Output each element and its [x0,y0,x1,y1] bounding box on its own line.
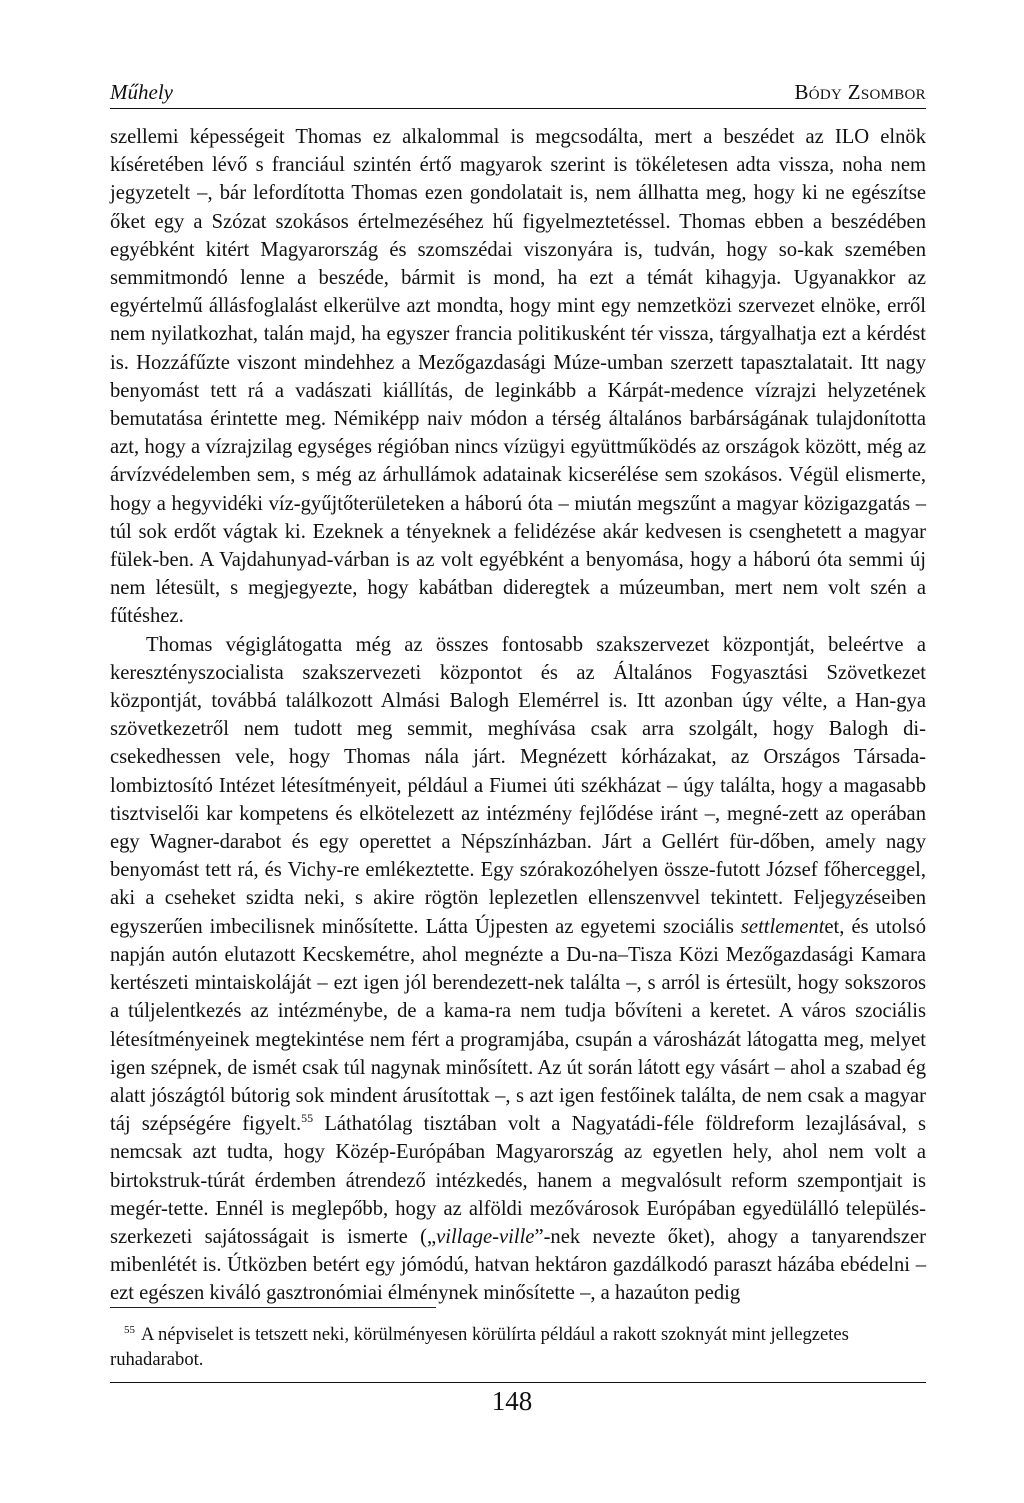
footnote [110,1322,926,1372]
page-number: 148 [491,1386,533,1416]
body-text [110,123,926,1308]
bottom-divider [110,1382,926,1383]
author-name: Bódy Zsombor [794,80,926,104]
italic-term-village-ville: village-ville [436,1225,535,1248]
running-head [110,80,926,109]
paragraph-2 [110,631,926,1308]
paragraph-2-text-c: Láthatólag tisztában volt a Nagyatádi-féle földreform lezajlásával, s nemcsak azt tudta, hogy Közép-Európában Magyarország az egyetlen hely, ahol nem volt a birtokstruk-túrát érdemben átrendező intézkedés, hanem a megvalósult reform szempontjait is megér-tette. Ennél is meglepőbb, hogy az alföldi mezővárosok Európában egyedülálló település-szerkezeti sajátosságait is ismerte („ [110,1113,927,1248]
footnote-divider [110,1307,436,1308]
page-content [110,80,926,1308]
paragraph-2-text-b: et, és utolsó napján autón elutazott Kecskemétre, ahol megnézte a Du-na–Tisza Közi Mezőgazdasági Kamara kertészeti mintaiskoláját – ezt igen jól berendezett-nek találta –, s arról is értesült, hogy sokszoros a túljelentkezés az intézménybe, de a kama-ra nem tudja bővíteni a keretet. A város szociális létesítményeinek megtekintése nem fért a programjába, csupán a városházát látogatta meg, melyet igen szépnek, de ismét csak túl nagynak minősített. Az út során látott egy vásárt – ahol a szabad ég alatt jószágtól bútorig sok mindent árusítottak –, s azt igen festőinek találta, de nem csak a magyar táj szépségére figyelt. [110,915,926,1136]
paragraph-2-text-d: ”-nek nevezte őket), ahogy a tanyarendszer mibenlétét is. Útközben betért egy jómódú, hatvan hektáron gazdálkodó paraszt házába ebédelni – ezt egészen kiváló gasztronómiai élménynek minősítette –, a hazaúton pedig [110,1225,926,1305]
footnote-number: 55 [124,1323,135,1336]
paragraph-1-text: szellemi képességeit Thomas ez alkalommal is megcsodálta, mert a beszédet az ILO elnök kíséretében lévő s franciául szintén értő magyarok szerint is tökéletesen adta vissza, noha nem jegyzetelt –, bár lefordította Thomas ezen gondolatait is, nem állhatta meg, hogy ki ne egészítse őket egy a Szózat szokásos értelmezéséhez hű figyelmeztetéssel. Thomas ebben a beszédében egyébként kitért Magyarország és szomszédai viszonyára is, tudván, hogy so-kak szemében semmitmondó lenne a beszéde, bármit is mond, ha ezt a témát kihagyja. Ugyanakkor az egyértelmű állásfoglalást elkerülve azt mondta, hogy mint egy nemzetközi szervezet elnöke, erről nem nyilatkozhat, talán majd, ha egyszer francia politikusként tér vissza, tárgyalhatja ezt a kérdést is. Hozzáfűzte viszont mindehhez a Mezőgazdasági Múze-umban szerzett tapasztalatait. Itt nagy benyomást tett rá a vadászati kiállítás, de leginkább a Kárpát-medence vízrajzi helyzetének bemutatása érintette meg. Némiképp naiv módon a térség általános barbárságának tulajdonította azt, hogy a vízrajzilag egységes régióban nincs vízügyi együttműködés az országok között, még az árvízvédelemben sem, s még az árhullámok adatainak kicserélése sem szokásos. Végül elismerte, hogy a hegyvidéki víz-gyűjtőterületeken a háború óta – miután megszűnt a magyar közigazgatás – túl sok erdőt vágtak ki. Ezeknek a tényeknek a felidézése akár kedvesen is csenghetett a magyar fülek-ben. A Vajdahunyad-várban is az volt egyébként a benyomása, hogy a háború óta semmi új nem létesült, s megjegyezte, hogy kabátban dideregtek a múzeumban, mert nem volt szén a fűtéshez. [110,126,926,628]
paragraph-2-text-a: Thomas végiglátogatta még az összes fontosabb szakszervezet központját, beleértve a keresztényszocialista szakszervezeti központot és az Általános Fogyasztási Szövetkezet központját, továbbá találkozott Almási Balogh Elemérrel is. Itt azonban úgy vélte, a Han-gya szövetkezetről nem tudott meg semmit, meghívása csak arra szolgált, hogy Balogh di-csekedhessen vele, hogy Thomas nála járt. Megnézett kórházakat, az Országos Társada-lombiztosító Intézet létesítményeit, például a Fiumei úti székházat – úgy találta, hogy a magasabb tisztviselői kar kompetens és elkötelezett az intézmény fejlődése iránt –, megné-zett az operában egy Wagner-darabot és egy operettet a Népszínházban. Járt a Gellért für-dőben, amely nagy benyomást tett rá, és Vichy-re emlékeztette. Egy szórakozóhelyen össze-futott József főherceggel, aki a cseheket szidta neki, s akire rögtön leplezetlen ellenszenvvel tekintett. Feljegyzéseiben egyszerűen imbecilisnek minősítette. Látta Újpesten az egyetemi szociális [110,633,926,938]
paragraph-1 [110,123,926,631]
italic-term-settlement: settlement [740,915,825,938]
footnote-text: A népviselet is tetszett neki, körülményesen körülírta például a rakott szoknyát mint jellegzetes ruhadarabot. [110,1324,849,1370]
footnote-reference[interactable]: 55 [301,1111,314,1126]
section-title: Műhely [110,80,173,104]
